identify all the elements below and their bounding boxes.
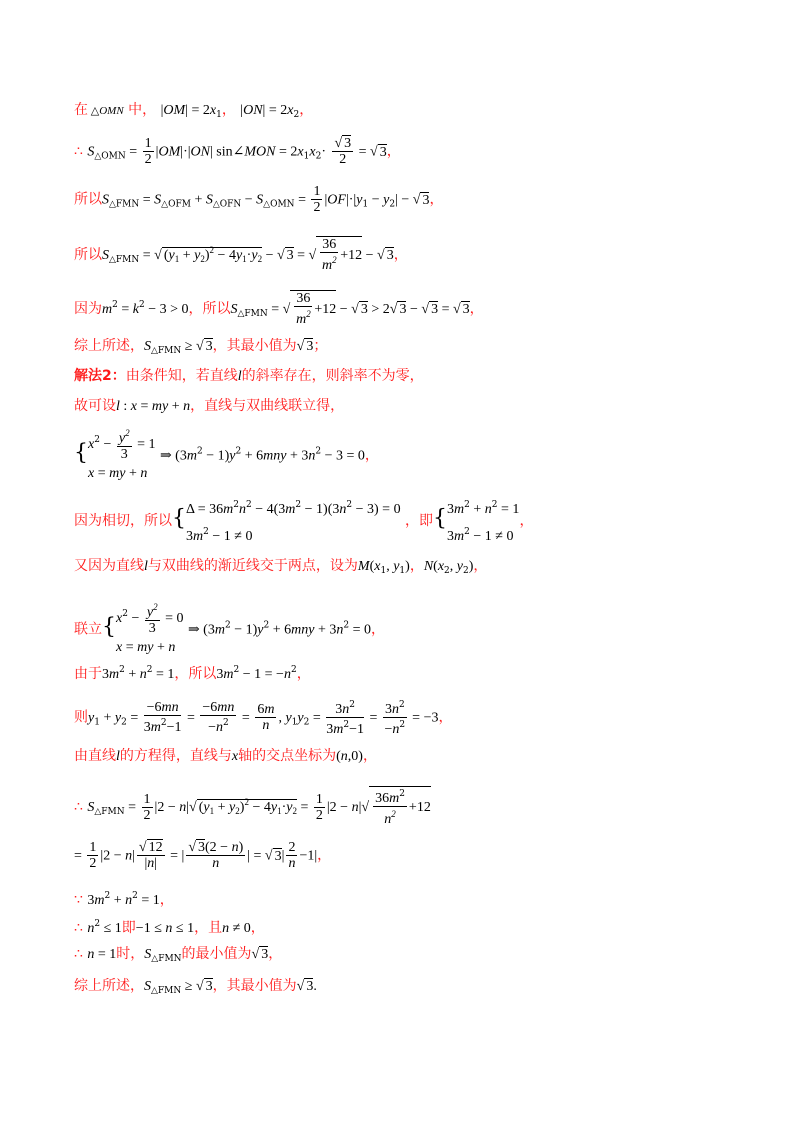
- line-11: 又因为直线l与双曲线的渐近线交于两点，设为$M(x_1$, $y_1$)，$N(x_2$, $y_2$)，: [74, 558, 488, 576]
- line-1: 在 △OMN 中， $|OM| = 2x_1$， $|ON| = 2x_2$，: [74, 102, 314, 120]
- line-14: 则$y_1 + y_2$ = $\frac{-6mn}{3m^2-1}$ = $\frac{-6mn}{-n^2}$ = $\frac{6m}{n}$ , $y_1y_2$ = $\frac{3n^2}{3m^2-1}$ = $\frac{3n^2}{-n^2}$ = −3，: [74, 700, 453, 737]
- line-9: { $x^2$ − $\frac{y^2}{3}$ = 1 x = my + n ⇒ $(3m^2 - 1)y^2 + 6mny + 3n^2 - 3 = 0$，: [74, 428, 379, 481]
- line-10: 因为相切，所以{ $\Delta = 36m^2n^2 - 4(3m^2 - 1)(3n^2 - 3) = 0$ $3m^2 - 1 \ne 0$ ，即{ $3m^2 + n^2 = 1$ $3m^2 - 1 \ne 0$ ，: [74, 500, 534, 544]
- line-6: 综上所述，$S_{\triangle FMN}$ ≥ √ 3，其最小值为√ 3；: [74, 338, 328, 356]
- line-4: 所以$S_{\triangle FMN}$ = √ $(y_1 + y_2)^2 - 4y_1\cdot y_2$ − √ 3 = √ $\frac{36}{m^2}$ +12 − √ 3，: [74, 237, 408, 273]
- line-18: ∵ $3m^2 + n^2 = 1$，: [74, 891, 174, 908]
- line-19: ∴ $n^2 \le 1$即−1 ≤ n ≤ 1，且n ≠ 0，: [74, 919, 265, 936]
- line-15: 由直线l的方程得，直线与x轴的交点坐标为(n,0)，: [74, 748, 377, 764]
- line-3: 所以$S_{\triangle FMN} = S_{\triangle OFM} + S_{\triangle OFN} - S_{\triangle OMN}$ = $\frac{1}{2}$ $|OF|\cdot|y_1 - y_2|$ − √ 3，: [74, 184, 444, 215]
- line-7: 解法2：由条件知，若直线l的斜率存在，则斜率不为零，: [74, 368, 424, 384]
- line-13: 由于$3m^2 + n^2 = 1$，所以$3m^2 - 1 = -n^2$，: [74, 665, 311, 682]
- line-2: ∴ $S_{\triangle OMN}$ = $\frac{1}{2}$ |OM|·|ON| sin∠MON = $2x_1x_2\cdot$ $\frac{√ 3}{2}$ = √ 3，: [74, 136, 401, 167]
- line-16: ∴ $S_{\triangle FMN}$ = $\frac{1}{2}$ |2 − n|√ $(y_1 + y_2)^2 - 4y_1\cdot y_2$ = $\frac{1}{2}$ |2 − n|√ $\frac{36m^2}{n^2}$ +12: [74, 786, 760, 827]
- line-8: 故可设l : x = my + n，直线与双曲线联立得，: [74, 398, 345, 414]
- line-21: 综上所述，$S_{\triangle FMN}$ ≥ √ 3，其最小值为√ 3.: [74, 978, 317, 996]
- line-17: = $\frac{1}{2}$ |2 − n| $\frac{√ 12}{|n|}$ = | $\frac{√ 3(2 - n)}{n}$ | = √ 3| $\frac{2}{n}$ −1|，: [74, 840, 332, 871]
- line-5: 因为$m^2 = k^2 - 3 > 0$，所以$S_{\triangle FMN}$ = √ $\frac{36}{m^2}$ +12 − √ 3 > 2√ 3 − √ 3 = √ 3，: [74, 291, 484, 327]
- line-12: 联立{ $x^2$ − $\frac{y^2}{3}$ = 0 x = my + n ⇒ $(3m^2 - 1)y^2 + 6mny + 3n^2 = 0$，: [74, 602, 385, 655]
- line-20: ∴ n = 1时，$S_{\triangle FMN}$的最小值为√ 3，: [74, 946, 283, 964]
